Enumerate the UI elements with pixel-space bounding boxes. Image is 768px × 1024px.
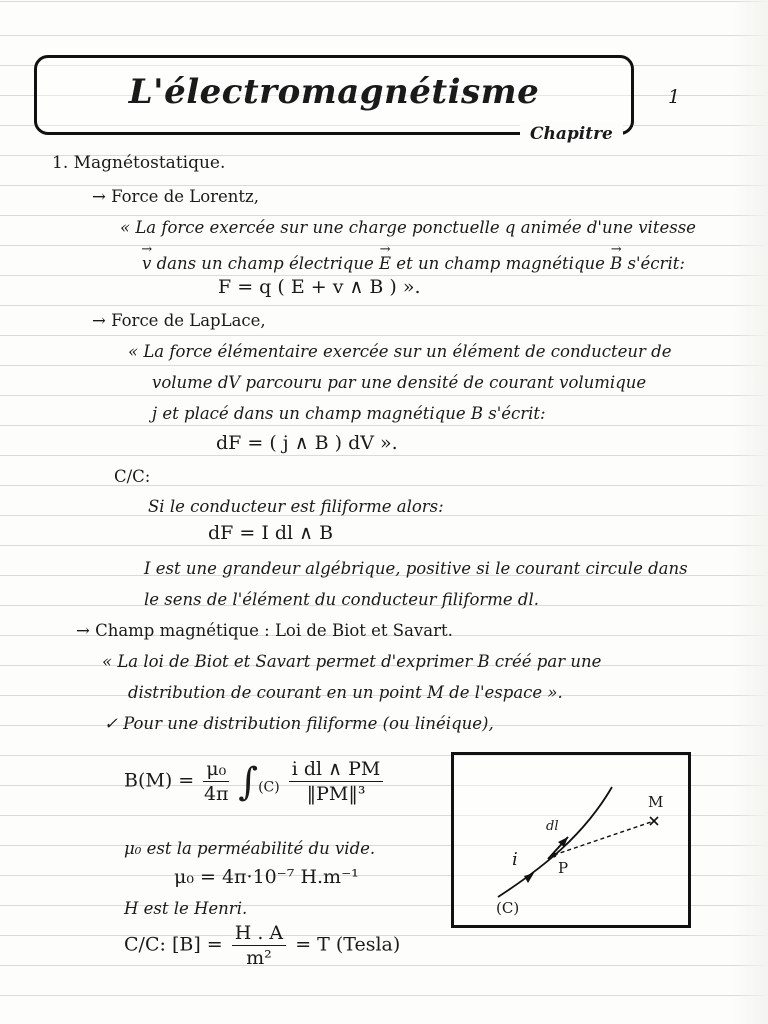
vector-e: → E <box>379 247 391 275</box>
vector-b: → B <box>610 247 622 275</box>
lorentz-formula: F = q ( E + v ∧ B ) ». <box>218 276 421 298</box>
cc1-label: C/C: <box>114 467 151 486</box>
label-point-m: M <box>648 793 664 811</box>
lorentz-heading: → Force de Lorentz, <box>92 187 259 206</box>
laplace-formula: dF = ( j ∧ B ) dV ». <box>216 432 398 454</box>
cc2-label: C/C: <box>124 933 166 956</box>
cc1-line2: I est une grandeur algébrique, positive si le courant circule dans <box>144 559 688 578</box>
mu0-formula: μ₀ = 4π·10⁻⁷ H.m⁻¹ <box>174 866 359 888</box>
chapter-number: 1 <box>668 86 681 108</box>
cc2-numerator: H . A <box>232 922 286 946</box>
cc1-line1: Si le conducteur est filiforme alors: <box>148 497 444 516</box>
diagram-drawing <box>454 755 688 925</box>
integrand-numerator: i dl ∧ PM <box>289 758 384 782</box>
label-point-p: P <box>558 859 569 877</box>
lorentz-line2-text-b: dans un champ électrique <box>151 254 380 273</box>
lorentz-line2-text-d: et un champ magnétique <box>391 254 611 273</box>
pm-dashed-line <box>554 821 654 855</box>
integral-sign: ∫ <box>238 759 259 804</box>
page-edge-shadow <box>732 0 768 1024</box>
mu0-description: μ₀ est la perméabilité du vide. <box>124 839 376 858</box>
laplace-line2: volume dV parcouru par une densité de courant volumique <box>152 373 647 392</box>
cc2-formula <box>124 922 400 969</box>
lorentz-line1: « La force exercée sur une charge ponctuelle q animée d'une vitesse <box>120 218 696 237</box>
current-arrowhead <box>524 873 534 883</box>
coefficient-numerator: μ₀ <box>203 758 229 782</box>
integrand-fraction <box>289 758 384 805</box>
coefficient-denominator: 4π <box>203 783 229 805</box>
henri-line: H est le Henri. <box>124 899 248 918</box>
point-p <box>552 853 557 858</box>
lorentz-line2-text-f: s'écrit: <box>622 254 685 273</box>
biot-line2: distribution de courant en un point M de l'espace ». <box>128 683 563 702</box>
lorentz-line2 <box>142 247 685 275</box>
label-current-i: i <box>512 849 518 870</box>
cc1-formula: dF = I dl ∧ B <box>208 522 334 544</box>
laplace-heading: → Force de LapLace, <box>92 311 266 330</box>
cc2-lhs: [B] = <box>171 933 223 956</box>
biot-line3: ✓ Pour une distribution filiforme (ou linéique), <box>104 714 494 733</box>
biot-line1: « La loi de Biot et Savart permet d'exprimer B créé par une <box>102 652 602 671</box>
laplace-line1: « La force élémentaire exercée sur un élément de conducteur de <box>128 342 672 361</box>
cc2-rhs: = T (Tesla) <box>295 933 401 956</box>
label-curve-c: (C) <box>496 899 520 917</box>
conductor-curve <box>498 787 612 897</box>
coefficient-fraction <box>203 758 229 805</box>
cc2-fraction <box>232 922 286 969</box>
vector-v: → v <box>142 247 151 275</box>
integrand-denominator: ‖PM‖³ <box>306 783 366 805</box>
laplace-line3: j et placé dans un champ magnétique B s'écrit: <box>152 404 546 423</box>
integral-domain: (C) <box>258 779 280 796</box>
cc2-denominator: m² <box>246 947 272 969</box>
formula-lhs: B(M) = <box>124 769 195 792</box>
label-dl: dl <box>546 819 559 834</box>
chapter-label: Chapitre <box>520 122 623 146</box>
biot-savart-formula <box>124 758 386 805</box>
biot-heading: → Champ magnétique : Loi de Biot et Savart. <box>76 621 453 640</box>
biot-savart-diagram <box>451 752 691 928</box>
cc1-line3: le sens de l'élément du conducteur filiforme dl. <box>144 590 540 609</box>
section-heading: 1. Magnétostatique. <box>52 153 226 173</box>
page-title: L'électromagnétisme <box>128 72 540 112</box>
